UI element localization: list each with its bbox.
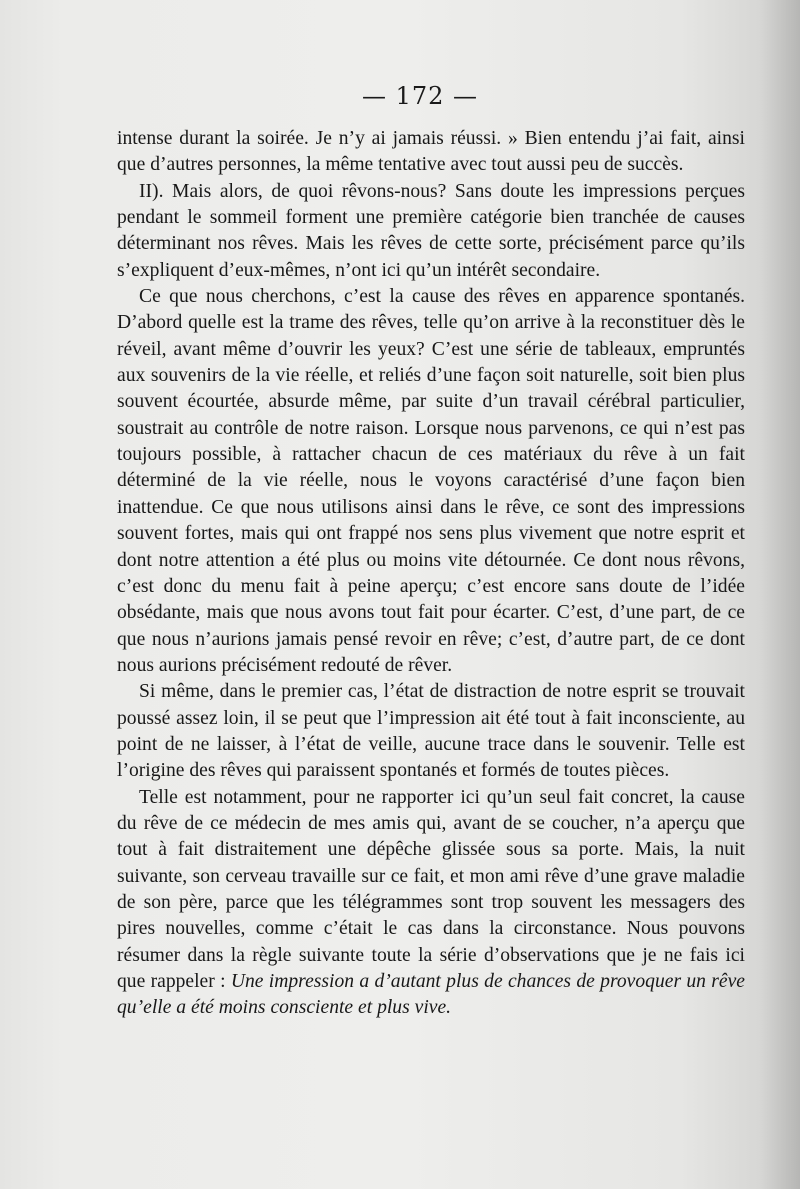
page-edge-shadow [760, 0, 800, 1189]
paragraph-continuation: intense durant la soirée. Je n’y ai jamais réussi. » Bien entendu j’ai fait, ainsi que d’autres personnes, la même tentative avec tout aussi peu de succès. [117, 128, 745, 176]
page-number: — 172 — [361, 82, 479, 110]
paragraph-section-ii: II). Mais alors, de quoi rêvons-nous? Sans doute les impressions perçues pendant le sommeil forment une première catégorie bien tranchée de causes déterminant nos rêves. Mais les rêves de cette sorte, précisément parce qu’ils s’expliquent d’eux-mêmes, n’ont ici qu’un intérêt secondaire. [117, 180, 745, 281]
paragraph-unconscious: Si même, dans le premier cas, l’état de distraction de notre esprit se trouvait poussé assez loin, il se peut que l’impression ait été tout à fait inconsciente, au point de ne laisser, à l’état de veille, aucune trace dans le souvenir. Telle est l’origine des rêves qui paraissent spontanés et formés de toutes pièces. [117, 681, 745, 782]
paragraph-dream-cause: Ce que nous cherchons, c’est la cause des rêves en apparence spontanés. D’abord quelle est la trame des rêves, telle qu’on arrive à la reconstituer dès le réveil, avant même d’ouvrir les yeux? C’est une série de tableaux, empruntés aux souvenirs de la vie réelle, et reliés d’une façon soit naturelle, soit bien plus souvent écourtée, absurde même, par suite d’un travail cérébral particulier, soustrait au contrôle de notre raison. Lorsque nous parvenons, ce qui n’est pas toujours possible, à rattacher chacun de ces matériaux du rêve à un fait déterminé de la vie réelle, nous le voyons caractérisé d’une façon bien inattendue. Ce que nous utilisons ainsi dans le rêve, ce sont des impressions souvent fortes, mais qui ont frappé nos sens plus vivement que notre esprit et dont notre attention a été plus ou moins vite détournée. Ce dont nous rêvons, c’est donc du menu fait à peine aperçu; c’est encore sans doute de l’idée obsédante, mais que nous avons tout fait pour écarter. C’est, d’une part, de ce que nous n’aurions jamais pensé revoir en rêve; c’est, d’autre part, de ce dont nous aurions précisément redouté de rêver. [117, 286, 745, 676]
paragraph-example [117, 785, 745, 1022]
body-text [117, 126, 745, 1022]
paragraph-example-text: Telle est notamment, pour ne rapporter ici qu’un seul fait concret, la cause du rêve de ce médecin de mes amis qui, avant de se coucher, n’a aperçu que tout à fait distraitement une dépêche glissée sous sa porte. Mais, la nuit suivante, son cerveau travaille sur ce fait, et mon ami rêve d’une grave maladie de son père, parce que les télégrammes sont trop souvent les messagers des pires nouvelles, comme c’était le cas dans la circonstance. Nous pouvons résumer dans la règle suivante toute la série d’observations que je ne fais ici que rappeler : [117, 786, 745, 992]
closing-rule: Une impression a d’autant plus de chances de provoquer un rêve qu’elle a été moins consciente et plus vive. [117, 971, 745, 1019]
